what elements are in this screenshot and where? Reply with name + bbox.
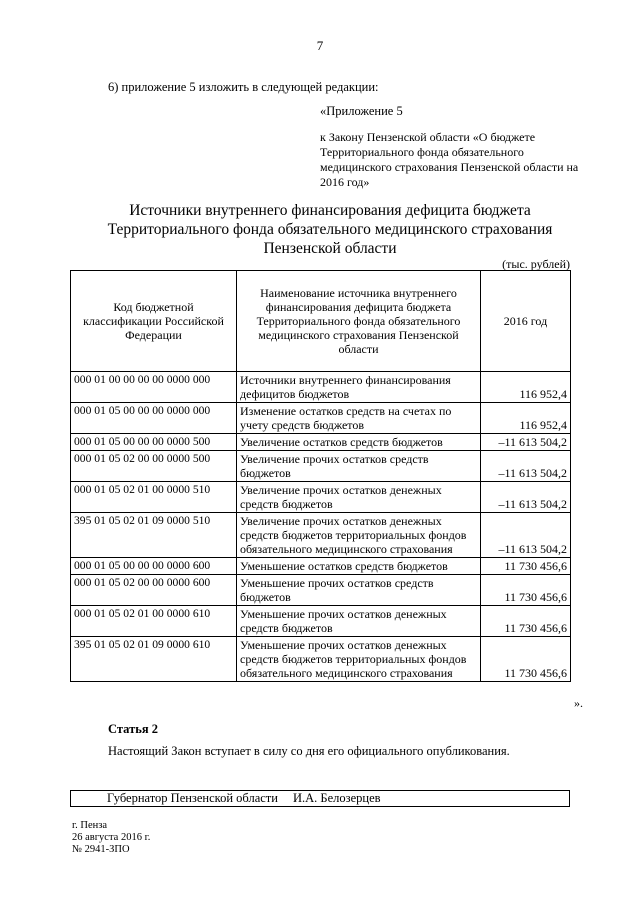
row-code: 000 01 00 00 00 00 0000 000 (71, 372, 237, 403)
table-row (71, 606, 571, 637)
amendment-item: 6) приложение 5 изложить в следующей редакции: (108, 80, 379, 94)
row-code: 000 01 05 02 00 00 0000 500 (71, 451, 237, 482)
law-number: № 2941-ЗПО (72, 844, 130, 855)
title-line-1: Источники внутреннего финансирования дефицита бюджета (129, 202, 531, 219)
table-row (71, 403, 571, 434)
row-value: 11 730 456,6 (481, 637, 571, 682)
table-row (71, 513, 571, 558)
table-row (71, 434, 571, 451)
header-name: Наименование источника внутреннего финансирования дефицита бюджета Территориального фонда обязательного медицинского страхования Пензенской области (237, 271, 481, 372)
table-row (71, 575, 571, 606)
signature-block (70, 790, 570, 807)
financing-sources-table (70, 270, 571, 682)
header-year: 2016 год (481, 271, 571, 372)
row-name: Увеличение остатков средств бюджетов (237, 434, 481, 451)
signatory-name: И.А. Белозерцев (293, 791, 381, 805)
row-code: 000 01 05 00 00 00 0000 500 (71, 434, 237, 451)
row-value: 116 952,4 (481, 403, 571, 434)
table-header-row (71, 271, 571, 372)
closing-quote: ». (574, 696, 583, 710)
row-code: 000 01 05 00 00 00 0000 600 (71, 558, 237, 575)
title-line-2: Территориального фонда обязательного медицинского страхования (107, 221, 553, 238)
city: г. Пенза (72, 820, 108, 831)
row-name: Изменение остатков средств на счетах по учету средств бюджетов (237, 403, 481, 434)
article-text: Настоящий Закон вступает в силу со дня его официального опубликования. (108, 744, 510, 758)
row-name: Источники внутреннего финансирования дефицитов бюджетов (237, 372, 481, 403)
row-code: 395 01 05 02 01 09 0000 610 (71, 637, 237, 682)
units-label: (тыс. рублей) (502, 257, 570, 271)
header-code: Код бюджетной классификации Российской Федерации (71, 271, 237, 372)
row-value: –11 613 504,2 (481, 451, 571, 482)
row-code: 000 01 05 02 01 00 0000 510 (71, 482, 237, 513)
document-title (60, 201, 600, 258)
table-row (71, 372, 571, 403)
row-value: 116 952,4 (481, 372, 571, 403)
row-value: 11 730 456,6 (481, 606, 571, 637)
row-value: –11 613 504,2 (481, 482, 571, 513)
article-heading: Статья 2 (108, 722, 158, 736)
row-name: Уменьшение прочих остатков денежных средств бюджетов территориальных фондов обязательного медицинского страхования (237, 637, 481, 682)
row-value: –11 613 504,2 (481, 434, 571, 451)
title-line-3: Пензенской области (263, 240, 397, 257)
table-row (71, 558, 571, 575)
row-value: –11 613 504,2 (481, 513, 571, 558)
page-number: 7 (316, 38, 324, 53)
row-name: Увеличение прочих остатков денежных средств бюджетов территориальных фондов обязательного медицинского страхования (237, 513, 481, 558)
row-name: Увеличение прочих остатков средств бюджетов (237, 451, 481, 482)
row-name: Уменьшение прочих остатков денежных средств бюджетов (237, 606, 481, 637)
row-code: 000 01 05 02 01 00 0000 610 (71, 606, 237, 637)
appendix-label: «Приложение 5 (320, 104, 403, 118)
table-row (71, 637, 571, 682)
signatory-title: Губернатор Пензенской области (107, 791, 278, 805)
row-value: 11 730 456,6 (481, 575, 571, 606)
row-name: Уменьшение прочих остатков средств бюджетов (237, 575, 481, 606)
table-row (71, 451, 571, 482)
row-value: 11 730 456,6 (481, 558, 571, 575)
law-reference: к Закону Пензенской области «О бюджете Территориального фонда обязательного медицинского страхования Пензенской области на 2016 год» (320, 130, 579, 189)
date: 26 августа 2016 г. (72, 832, 151, 843)
row-code: 000 01 05 00 00 00 0000 000 (71, 403, 237, 434)
place-date-block (72, 820, 150, 856)
row-code: 395 01 05 02 01 09 0000 510 (71, 513, 237, 558)
row-code: 000 01 05 02 00 00 0000 600 (71, 575, 237, 606)
table-row (71, 482, 571, 513)
row-name: Уменьшение остатков средств бюджетов (237, 558, 481, 575)
row-name: Увеличение прочих остатков денежных средств бюджетов (237, 482, 481, 513)
